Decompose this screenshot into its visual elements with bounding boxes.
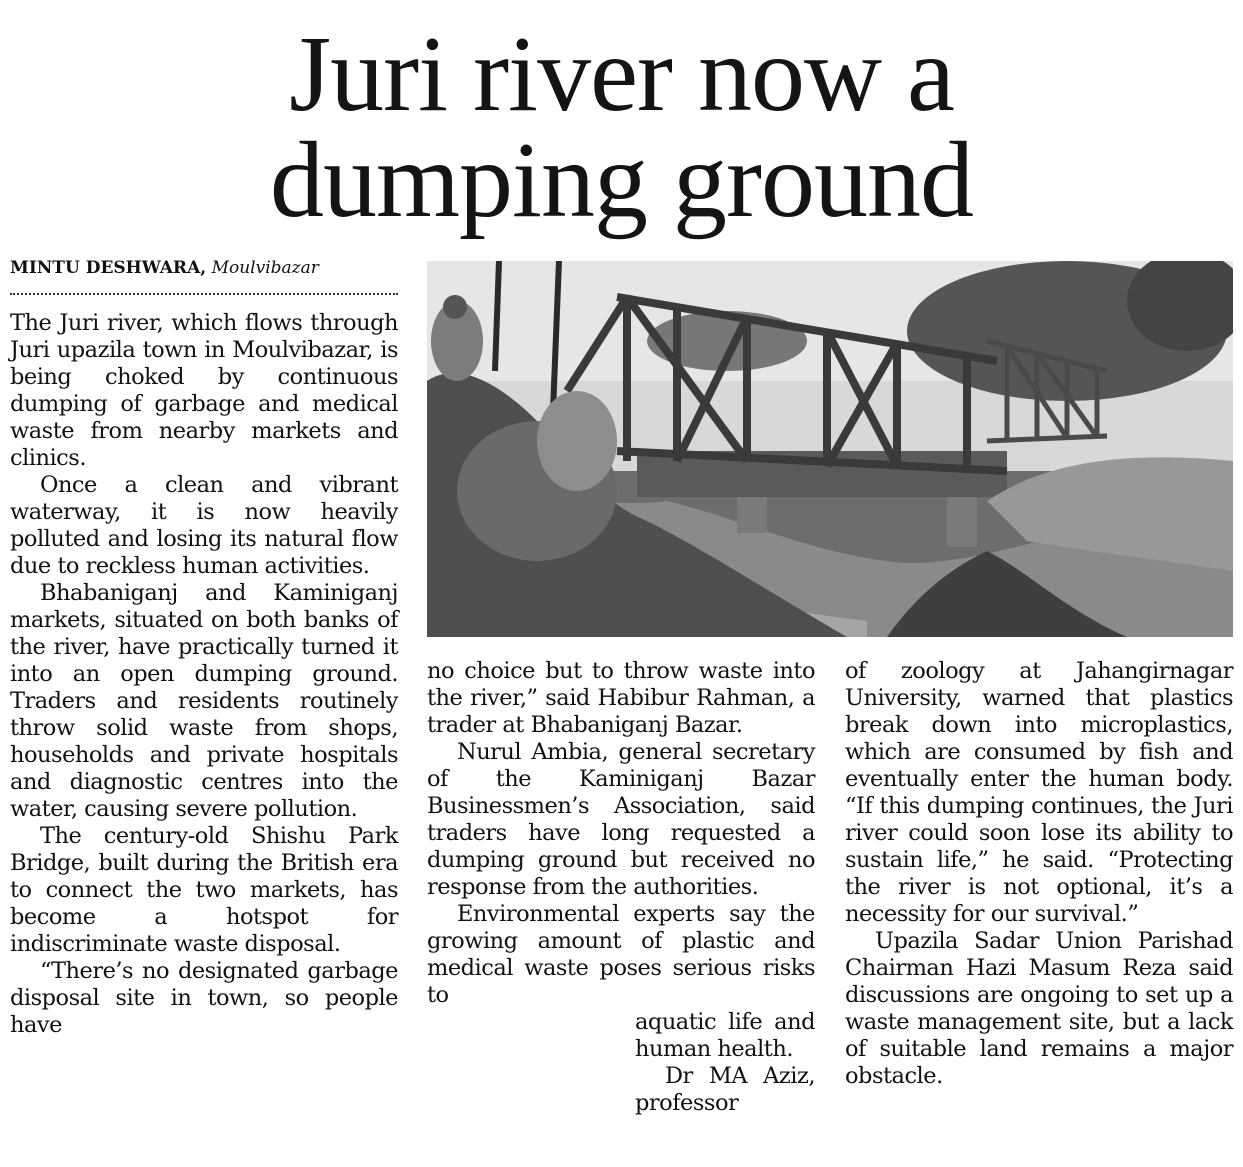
paragraph: “There’s no designated garbage disposal site in town, so people have <box>10 958 398 1038</box>
paragraph: of zoology at Jahangirnagar University, warned that plastics break down into microplastics, which are consumed by fish and eventually enter the human body. “If this dumping continues, the Juri river could soon lose its ability to sustain life,” he said. “Protecting the river is not optional, it’s a necessity for our survival.” <box>845 658 1233 927</box>
headline <box>0 15 1243 240</box>
paragraph: aquatic life and human health. <box>635 1009 815 1062</box>
byline <box>10 256 398 280</box>
paragraph: Nurul Ambia, general secretary of the Kaminiganj Bazar Businessmen’s Association, said traders have long requested a dumping ground but received no response from the authorities. <box>427 739 815 900</box>
paragraph: The century-old Shishu Park Bridge, built during the British era to connect the two markets, has become a hotspot for indiscriminate waste disposal. <box>10 823 398 957</box>
headline-line-1: Juri river now a <box>289 15 954 134</box>
paragraph: Bhabaniganj and Kaminiganj markets, situated on both banks of the river, have practically turned it into an open dumping ground. Traders and residents routinely throw solid waste from shops, households and private hospitals and diagnostic centres into the water, causing severe pollution. <box>10 580 398 822</box>
paragraph: Upazila Sadar Union Parishad Chairman Hazi Masum Reza said discussions are ongoing to set up a waste management site, but a lack of suitable land remains a major obstacle. <box>845 928 1233 1089</box>
article-column-1 <box>10 310 398 1039</box>
article-column-3 <box>845 658 1233 1090</box>
byline-divider <box>10 293 398 295</box>
article-column-2 <box>427 658 815 1117</box>
news-photo-bridge-garbage <box>427 261 1233 637</box>
photo-illustration <box>427 261 1233 637</box>
paragraph: The Juri river, which flows through Juri upazila town in Moulvibazar, is being choked by continuous dumping of garbage and medical waste from nearby markets and clinics. <box>10 310 398 471</box>
byline-place: Moulvibazar <box>211 258 319 278</box>
byline-author: MINTU DESHWARA, <box>10 258 207 278</box>
paragraph: Once a clean and vibrant waterway, it is now heavily polluted and losing its natural flow due to reckless human activities. <box>10 472 398 579</box>
paragraph: Environmental experts say the growing amount of plastic and medical waste poses serious risks to <box>427 901 815 1008</box>
paragraph: no choice but to throw waste into the river,” said Habibur Rahman, a trader at Bhabaniganj Bazar. <box>427 658 815 738</box>
paragraph: Dr MA Aziz, professor <box>635 1063 815 1116</box>
headline-line-2: dumping ground <box>270 121 973 240</box>
